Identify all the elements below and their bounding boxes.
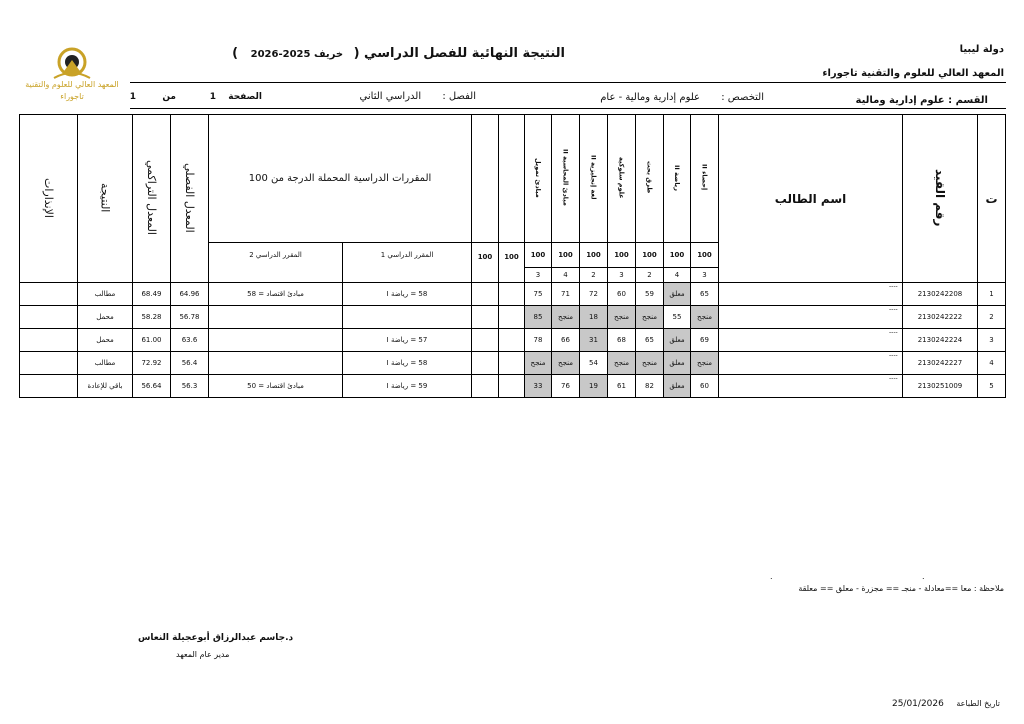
footer-dot-2: .	[770, 572, 773, 581]
legend-note: ملاحظة : معا ==معادلة - منجـ == مجزرة - معلق == معلقة	[798, 584, 1004, 593]
row-grade-3: 59	[636, 283, 664, 306]
row-sem-avg: 56.3	[171, 375, 209, 398]
print-date-label: تاريخ الطباعة	[956, 699, 1000, 708]
row-reg-number: 2130242208	[903, 283, 978, 306]
row-carried-1	[343, 306, 472, 329]
row-student-name: ----	[719, 352, 903, 375]
page-total: 1	[129, 92, 136, 102]
row-sem-avg: 63.6	[171, 329, 209, 352]
row-cum-avg: 58.28	[133, 306, 171, 329]
row-reg-number: 2130242222	[903, 306, 978, 329]
semester-label: الفصل :	[442, 91, 476, 102]
header-student-name: اسم الطالب	[719, 115, 903, 283]
row-carried-2	[209, 352, 343, 375]
row-serial: 4	[978, 352, 1006, 375]
row-result: محمل	[78, 329, 133, 352]
row-student-name: ----	[719, 375, 903, 398]
row-empty-2	[472, 352, 499, 375]
row-cum-avg: 68.49	[133, 283, 171, 306]
row-grade-2: معلق	[664, 283, 691, 306]
row-carried-2	[209, 329, 343, 352]
subject-units-5: 2	[580, 268, 608, 283]
department-label: القسم :	[948, 95, 988, 106]
subject-max-3: 100	[636, 243, 664, 268]
report-title	[232, 46, 565, 61]
row-grade-3: 65	[636, 329, 664, 352]
row-carried-2: مبادئ اقتصاد = 58	[209, 283, 343, 306]
row-grade-2: معلق	[664, 352, 691, 375]
subject-max-5: 100	[580, 243, 608, 268]
row-empty-1	[499, 329, 525, 352]
row-grade-7: 78	[525, 329, 552, 352]
carried-course-1-header: المقرر الدراسي 1	[343, 243, 472, 283]
row-result: مطالب	[78, 352, 133, 375]
header-reg-number: رقم القيد	[903, 115, 978, 283]
header-row-1	[20, 115, 1006, 243]
subject-name-4: علوم سلوكية	[608, 115, 636, 243]
of-label: من	[162, 92, 176, 102]
subject-name-1: إحصاء II	[691, 115, 719, 243]
subject-max-empty-2: 100	[472, 243, 499, 283]
row-grade-3: منجح	[636, 306, 664, 329]
subject-units-6: 4	[552, 268, 580, 283]
row-grade-2: معلق	[664, 375, 691, 398]
header-warnings: الإنذارات	[20, 115, 78, 283]
subject-units-7: 3	[525, 268, 552, 283]
signer-title: مدير عام المعهد	[176, 650, 230, 659]
row-grade-4: 60	[608, 283, 636, 306]
header-cum-avg: المعدل التراكمي	[133, 115, 171, 283]
row-grade-4: 61	[608, 375, 636, 398]
footer-dot-1: .	[922, 572, 925, 581]
row-grade-1: منجح	[691, 306, 719, 329]
carried-courses-header: المقررات الدراسية المحملة الدرجة من 100	[209, 115, 472, 243]
row-empty-1	[499, 352, 525, 375]
row-serial: 1	[978, 283, 1006, 306]
row-carried-1: 58 = رياضة I	[343, 283, 472, 306]
row-grade-4: منجح	[608, 306, 636, 329]
department-value: علوم إدارية ومالية	[855, 95, 945, 106]
table-row	[20, 375, 1006, 398]
row-warnings	[20, 375, 78, 398]
row-cum-avg: 56.64	[133, 375, 171, 398]
subject-units-4: 3	[608, 268, 636, 283]
logo-text-line1: المعهد العالي للعلوم والتقنية	[25, 80, 119, 89]
row-student-name: ----	[719, 329, 903, 352]
header-sem-avg: المعدل الفصلي	[171, 115, 209, 283]
signer-name: د.جاسم عبدالرزاق أبوعجيلة النعاس	[138, 633, 294, 643]
row-empty-2	[472, 329, 499, 352]
subject-units-1: 3	[691, 268, 719, 283]
row-warnings	[20, 352, 78, 375]
row-grade-1: 69	[691, 329, 719, 352]
row-empty-1	[499, 375, 525, 398]
row-grade-3: 82	[636, 375, 664, 398]
row-result: باقي للإعادة	[78, 375, 133, 398]
row-cum-avg: 72.92	[133, 352, 171, 375]
subject-max-6: 100	[552, 243, 580, 268]
print-date-field	[892, 699, 1000, 709]
row-grade-7: منجح	[525, 352, 552, 375]
title-text: النتيجة النهائية للفصل الدراسي (	[353, 46, 565, 61]
row-grade-2: 55	[664, 306, 691, 329]
subject-name-empty-1	[499, 115, 525, 243]
row-grade-5: 54	[580, 352, 608, 375]
department-field	[856, 95, 988, 106]
row-grade-7: 33	[525, 375, 552, 398]
row-empty-2	[472, 283, 499, 306]
subject-name-7: مبادئ تمويل	[525, 115, 552, 243]
row-grade-5: 31	[580, 329, 608, 352]
row-grade-1: منجح	[691, 352, 719, 375]
row-carried-1: 59 = رياضة I	[343, 375, 472, 398]
row-carried-2: مبادئ اقتصاد = 50	[209, 375, 343, 398]
row-grade-6: منجح	[552, 306, 580, 329]
row-serial: 3	[978, 329, 1006, 352]
row-reg-number: 2130242224	[903, 329, 978, 352]
row-carried-1: 57 = رياضة I	[343, 329, 472, 352]
row-result: مطالب	[78, 283, 133, 306]
row-grade-5: 18	[580, 306, 608, 329]
row-serial: 2	[978, 306, 1006, 329]
subject-max-2: 100	[664, 243, 691, 268]
header-result: النتيجة	[78, 115, 133, 283]
pagination	[130, 92, 280, 104]
page-number: 1	[209, 92, 216, 102]
table-row	[20, 283, 1006, 306]
row-sem-avg: 56.4	[171, 352, 209, 375]
subject-max-1: 100	[691, 243, 719, 268]
row-grade-6: منجح	[552, 352, 580, 375]
row-warnings	[20, 306, 78, 329]
subject-name-5: لغة إنجليزية II	[580, 115, 608, 243]
table-row	[20, 329, 1006, 352]
country-name: دولة ليبيا	[959, 44, 1004, 55]
title-close: )	[232, 46, 239, 61]
header-serial: ت	[978, 115, 1006, 283]
institute-logo	[24, 40, 120, 112]
row-warnings	[20, 283, 78, 306]
row-serial: 5	[978, 375, 1006, 398]
subject-max-4: 100	[608, 243, 636, 268]
row-grade-5: 19	[580, 375, 608, 398]
row-grade-6: 76	[552, 375, 580, 398]
subject-units-2: 4	[664, 268, 691, 283]
row-grade-4: منجح	[608, 352, 636, 375]
term-text: خريف 2025-2026	[250, 49, 344, 60]
row-grade-7: 75	[525, 283, 552, 306]
row-sem-avg: 64.96	[171, 283, 209, 306]
institute-name: المعهد العالي للعلوم والتقنية تاجوراء	[822, 68, 1004, 79]
row-grade-3: منجح	[636, 352, 664, 375]
results-table	[19, 114, 1006, 398]
row-grade-4: 68	[608, 329, 636, 352]
row-empty-2	[472, 306, 499, 329]
subject-max-7: 100	[525, 243, 552, 268]
row-grade-2: معلق	[664, 329, 691, 352]
row-sem-avg: 56.78	[171, 306, 209, 329]
row-warnings	[20, 329, 78, 352]
row-result: محمل	[78, 306, 133, 329]
semester-field	[360, 91, 476, 102]
row-grade-7: 85	[525, 306, 552, 329]
specialization-field	[600, 92, 764, 103]
subject-name-empty-2	[472, 115, 499, 243]
row-student-name: ----	[719, 306, 903, 329]
logo-text-line2: تاجوراء	[60, 92, 84, 101]
row-carried-1: 58 = رياضة I	[343, 352, 472, 375]
semester-value: الدراسي الثاني	[359, 91, 422, 102]
row-grade-6: 66	[552, 329, 580, 352]
row-grade-1: 65	[691, 283, 719, 306]
results-body	[20, 283, 1006, 398]
row-student-name: ----	[719, 283, 903, 306]
row-empty-2	[472, 375, 499, 398]
row-reg-number: 2130251009	[903, 375, 978, 398]
subject-name-3: طرق بحث	[636, 115, 664, 243]
specialization-value: علوم إدارية ومالية - عام	[600, 92, 701, 103]
row-grade-5: 72	[580, 283, 608, 306]
row-reg-number: 2130242227	[903, 352, 978, 375]
table-row	[20, 306, 1006, 329]
row-carried-2	[209, 306, 343, 329]
page-label: الصفحة	[228, 92, 262, 102]
row-grade-6: 71	[552, 283, 580, 306]
subject-name-6: مبادئ المحاسبة II	[552, 115, 580, 243]
table-row	[20, 352, 1006, 375]
subject-max-empty-1: 100	[499, 243, 525, 283]
print-date-value: 25/01/2026	[891, 699, 944, 709]
specialization-label: التخصص :	[721, 92, 764, 103]
row-empty-1	[499, 306, 525, 329]
subject-units-3: 2	[636, 268, 664, 283]
header-rule-bottom	[130, 108, 1006, 109]
carried-course-2-header: المقرر الدراسي 2	[209, 243, 343, 283]
header-rule-top	[130, 82, 1006, 83]
logo-emblem-icon	[24, 40, 120, 112]
subject-name-2: رياضة II	[664, 115, 691, 243]
row-grade-1: 60	[691, 375, 719, 398]
row-empty-1	[499, 283, 525, 306]
row-cum-avg: 61.00	[133, 329, 171, 352]
